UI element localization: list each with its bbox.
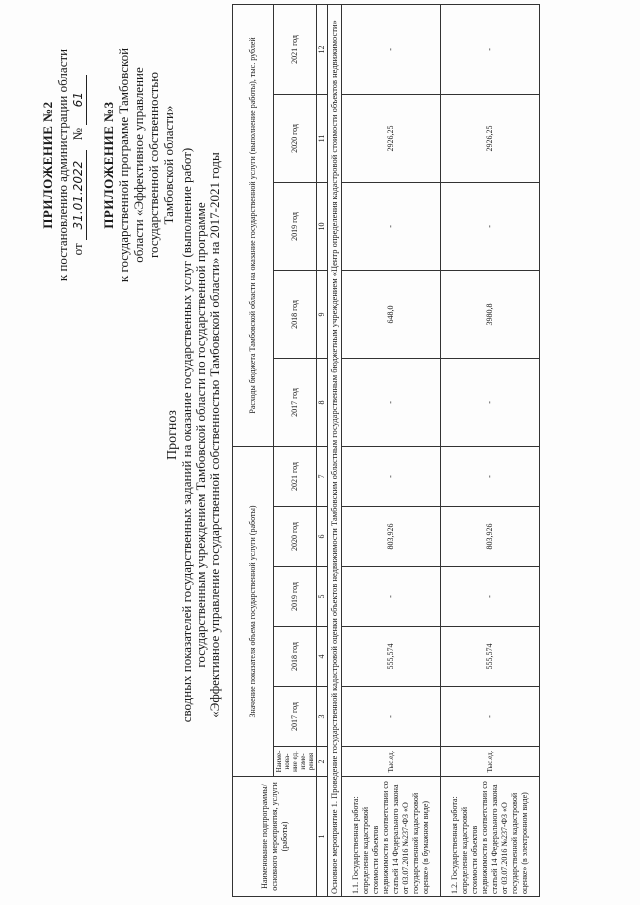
- row-value: 803,926: [342, 507, 441, 567]
- row-value: 555,574: [441, 627, 540, 687]
- header-year: 2018 год: [274, 270, 317, 358]
- row-value: -: [342, 687, 441, 747]
- header-volume-group: Значение показателя объема государственной услуги (работы): [233, 446, 274, 776]
- row-value: -: [342, 4, 441, 94]
- header-row-groups: [233, 4, 274, 896]
- header-year: 2018 год: [274, 627, 317, 687]
- appendix-text-line-2: области «Эффективное управление: [131, 67, 146, 263]
- column-number: 1: [317, 777, 328, 897]
- header-year: 2019 год: [274, 567, 317, 627]
- table-row: [441, 4, 540, 896]
- row-value: 2926,25: [441, 94, 540, 182]
- column-number: 10: [317, 182, 328, 270]
- column-number-row: [317, 4, 328, 896]
- appendix-text-line-3: государственной собственностью: [146, 72, 161, 258]
- row-unit: Тыс.ед.: [342, 747, 441, 777]
- appendix-block: [40, 15, 176, 315]
- column-number: 8: [317, 358, 328, 446]
- heading-line-3: государственным учреждением Тамбовской области по государственной программе: [193, 202, 208, 668]
- row-value: -: [342, 182, 441, 270]
- row-value: -: [441, 4, 540, 94]
- column-number: 11: [317, 94, 328, 182]
- row-value: 2926,25: [342, 94, 441, 182]
- row-unit: Тыс.ед.: [441, 747, 540, 777]
- heading-line-4: «Эффективное управление государственной собственностью Тамбовской области» на 2017-2021 годы: [207, 152, 222, 718]
- header-year: 2021 год: [274, 446, 317, 506]
- column-number: 5: [317, 567, 328, 627]
- row-value: 648,0: [342, 270, 441, 358]
- column-number: 6: [317, 507, 328, 567]
- appendix-decree-line: к постановлению администрации области: [55, 48, 70, 282]
- column-number: 12: [317, 4, 328, 94]
- decree-date: 31.01.2022: [71, 150, 87, 240]
- header-row-years: [274, 4, 317, 896]
- section-row: [328, 4, 342, 896]
- number-prefix: №: [70, 127, 85, 141]
- column-number: 4: [317, 627, 328, 687]
- appendix-text-line-1: к государственной программе Тамбовской: [116, 47, 131, 283]
- appendix-date-line: [70, 15, 87, 315]
- table-row: [342, 4, 441, 896]
- header-expenses-group: Расходы бюджета Тамбовской области на оказание государственной услуги (выполнение работы), тыс. рублей: [233, 4, 274, 446]
- header-unit: Наиме-нова-ние ед. изме-рения: [274, 747, 317, 777]
- date-prefix: от: [70, 243, 85, 256]
- appendix-title-1: ПРИЛОЖЕНИЕ №2: [40, 101, 55, 229]
- row-value: -: [441, 446, 540, 506]
- row-value: -: [342, 358, 441, 446]
- column-number: 2: [317, 747, 328, 777]
- appendix-text-line-4: Тамбовской области»: [161, 105, 176, 225]
- header-name: Наименование подпрограммы/основного мероприятия, услуги (работы): [233, 777, 317, 897]
- header-year: 2019 год: [274, 182, 317, 270]
- row-value: -: [441, 182, 540, 270]
- row-name: 1.1. Государственная работа: определение кадастровой стоимости объектов недвижимости в соответствии со статьей 14 Федерального закона от 03.07.2016 №237-ФЗ «О государственной кадастровой оценке» (в бумажном виде): [342, 777, 441, 897]
- heading-line-1: Прогноз: [165, 410, 180, 460]
- forecast-table: [232, 4, 540, 897]
- row-value: 555,574: [342, 627, 441, 687]
- row-value: -: [342, 446, 441, 506]
- column-number: 7: [317, 446, 328, 506]
- header-year: 2017 год: [274, 358, 317, 446]
- row-value: -: [441, 567, 540, 627]
- appendix-title-2: ПРИЛОЖЕНИЕ №3: [101, 101, 116, 229]
- column-number: 9: [317, 270, 328, 358]
- header-year: 2021 год: [274, 4, 317, 94]
- row-value: -: [441, 358, 540, 446]
- decree-number: 61: [71, 75, 87, 125]
- row-value: 803,926: [441, 507, 540, 567]
- column-number: 3: [317, 687, 328, 747]
- row-value: -: [342, 567, 441, 627]
- document-heading: [166, 85, 222, 785]
- row-name: 1.2. Государственная работа: определение кадастровой стоимости объектов недвижимости в соответствии со статьей 14 Федерального закона от 03.07.2016 №237-ФЗ «О государственной кадастровой оценке» (в электронном виде): [441, 777, 540, 897]
- header-year: 2017 год: [274, 687, 317, 747]
- header-year: 2020 год: [274, 507, 317, 567]
- heading-line-2: сводных показателей государственных заданий на оказание государственных услуг (выполнение работ): [179, 147, 194, 723]
- row-value: 3980,8: [441, 270, 540, 358]
- section-label: Основное мероприятие 1. Проведение государственной кадастровой оценки объектов недвижимости Тамбовским областным государственным бюджетным учреждением «Центр определения кадастровой стоимости объектов недвижимости»: [328, 4, 342, 896]
- header-year: 2020 год: [274, 94, 317, 182]
- row-value: -: [441, 687, 540, 747]
